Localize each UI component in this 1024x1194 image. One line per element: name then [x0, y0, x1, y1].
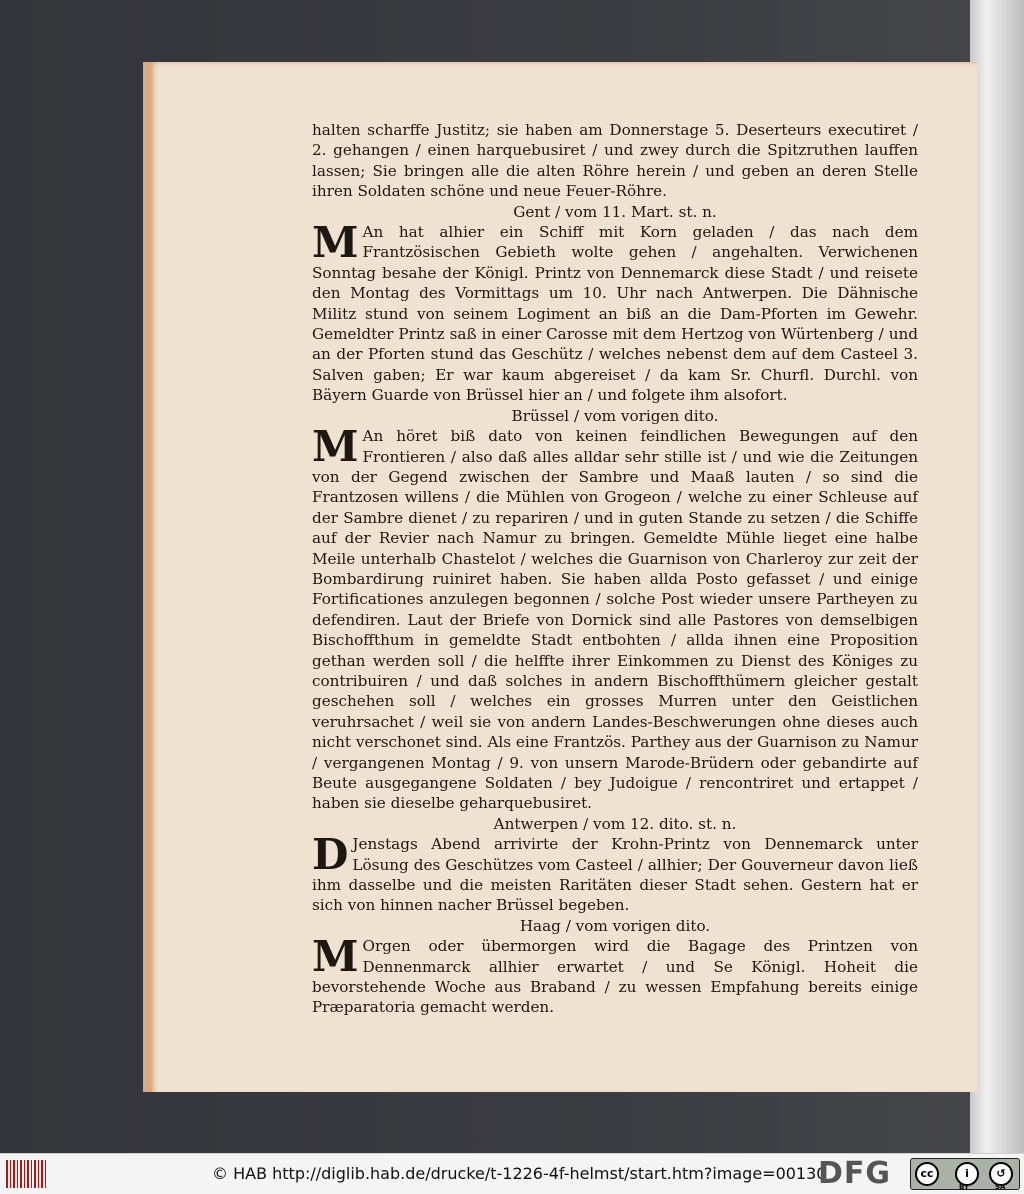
drop-initial: M: [312, 422, 359, 472]
dfg-logo: DFG: [818, 1156, 892, 1191]
paragraph-bruessel: M An höret biß dato von keinen feindlichen Bewegungen auf den Frontieren / also daß alles alldar sehr stille ist / und wie die Zeitungen von der Gegend zwischen der Sambre und Maaß lauten / so sind die Frantzosen willens / die Mühlen von Grogeon / welche zu einer Schleuse auf der Sambre dienet / zu repariren / und in guten Stande zu setzen / die Schiffe auf der Revier nach Namur zu bringen. Gemeldte Mühle lieget eine halbe Meile unterhalb Chastelot / welches die Guarnison von Charleroy zur zeit der Bombardirung ruiniret haben. Sie haben allda Posto gefasset / und einige Fortificationes anzulegen begonnen / solche Post wieder unsere Partheyen zu defendiren. Laut der Briefe von Dornick sind alle Pastores von demselbigen Bischoffthum in gemeldte Stadt entbohten / allda ihnen eine Proposition gethan werden soll / die helffte ihrer Einkommen zu Dienst des Königes zu contribuiren / und daß solches in andern Bischoffthümern gleicher gestalt geschehen soll / welches ein grosses Murren unter den Geistlichen veruhrsachet / weil sie von andern Landes-Beschwerungen ohne dieses auch nicht verschonet sind. Als eine Frantzös. Parthey aus der Guarnison zu Namur / vergangenen Montag / 9. von unsern Marode-Brüdern oder gebandirte auf Beute ausgegangene Soldaten / bey Judoigue / rencontriret und ertappet / haben sie dieselbe geharquebusiret.: [312, 422, 918, 813]
copyright-link[interactable]: © HAB http://diglib.hab.de/drucke/t-1226-4f-helmst/start.htm?image=00130: [212, 1164, 827, 1183]
paragraph-continuation: halten scharffe Justitz; sie haben am Donnerstage 5. Deserteurs executiret / 2. gehangen / einen harquebusiret / und zwey durch die Spitzruthen lauffen lassen; Sie bringen alle die alten Röhre herein / und geben an deren Stelle ihren Soldaten schöne und neue Feuer-Röhre.: [312, 121, 918, 201]
hab-barcode-icon: [6, 1160, 48, 1188]
sa-icon: ↺: [989, 1162, 1013, 1186]
dateline-haag: Haag / vom vorigen dito.: [519, 916, 711, 935]
dateline-bruessel: Brüssel / vom vorigen dito.: [511, 406, 719, 425]
drop-initial: M: [312, 932, 359, 982]
by-label: BY: [959, 1183, 970, 1191]
dateline-antwerpen: Antwerpen / vom 12. dito. st. n.: [493, 814, 737, 833]
next-page-edge: [970, 0, 1024, 1153]
paragraph-haag: M Orgen oder übermorgen wird die Bagage des Printzen von Dennenmarck allhier erwartet / und Se Königl. Hoheit die bevorstehende Woche aus Braband / zu wessen Empfahung bereits einige Præparatoria gemacht werden.: [312, 932, 918, 1017]
cc-license-badge[interactable]: [910, 1158, 1020, 1190]
drop-initial: M: [312, 218, 359, 268]
paragraph-gent: M An hat alhier ein Schiff mit Korn geladen / das nach dem Frantzösischen Gebieth wolte gehen / angehalten. Verwichenen Sonntag besahe der Königl. Printz von Dennemarck diese Stadt / und reisete den Montag des Vormittags um 10. Uhr nach Antwerpen. Die Dähnische Militz stund von seinem Logiment an biß an die Dam-Pforten im Gewehr. Gemeldter Printz saß in einer Carosse mit dem Hertzog von Würtenberg / und an der Pforten stund das Geschütz / welches nebenst dem auf dem Casteel 3. Salven gaben; Er war kaum abgereiset / da kam Sr. Churfl. Durchl. von Bäyern Guarde von Brüssel hier an / und folgete ihm alsofort.: [312, 218, 918, 405]
sa-label: SA: [995, 1183, 1006, 1191]
dateline-gent: Gent / vom 11. Mart. st. n.: [513, 202, 717, 221]
viewer-footer: [0, 1153, 1024, 1194]
drop-initial: D: [312, 830, 349, 880]
page-text: [312, 120, 918, 1017]
paragraph-antwerpen: D Jenstags Abend arrivirte der Krohn-Printz von Dennemarck unter Lösung des Geschützes vom Casteel / allhier; Der Gouverneur davon ließ ihm dasselbe und die meisten Raritäten dieser Stadt sehen. Gestern hat er sich von hinnen nacher Brüssel begeben.: [312, 830, 918, 915]
by-icon: i: [955, 1162, 979, 1186]
cc-icon: cc: [915, 1162, 939, 1186]
